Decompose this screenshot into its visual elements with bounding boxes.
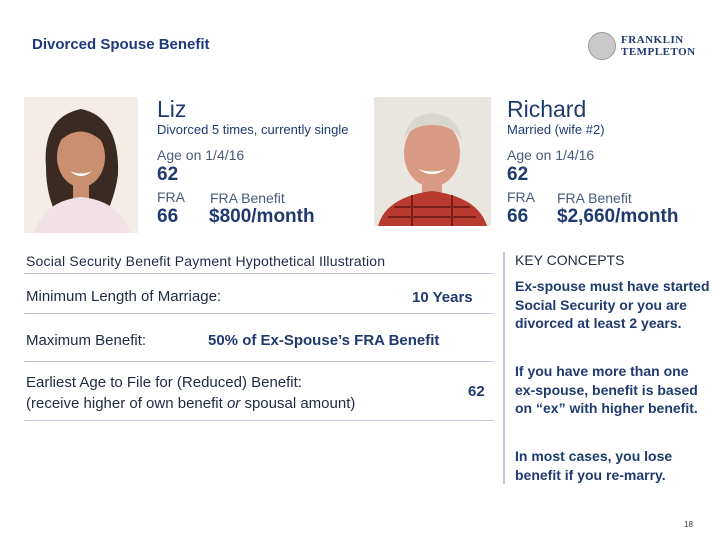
- richard-age-label: Age on 1/4/16: [507, 147, 595, 163]
- divider: [24, 313, 494, 314]
- richard-age: 62: [507, 164, 529, 185]
- key-concept-item: If you have more than one ex-spouse, benefit is based on “ex” with higher benefit.: [515, 363, 698, 416]
- franklin-templeton-logo: [588, 30, 700, 62]
- liz-benefit: $800/month: [209, 206, 315, 227]
- liz-name: Liz: [157, 96, 187, 122]
- richard-name: Richard: [507, 96, 587, 122]
- logo-line-2: TEMPLETON: [621, 46, 696, 58]
- richard-fra-label: FRA: [507, 189, 535, 205]
- key-concept-item: Ex-spouse must have started Social Security or you are divorced at least 2 years.: [515, 278, 710, 331]
- max-benefit-value: 50% of Ex-Spouse’s FRA Benefit: [208, 332, 440, 349]
- liz-status: Divorced 5 times, currently single: [157, 122, 349, 137]
- earliest-age-value: 62: [468, 383, 485, 400]
- richard-photo: [374, 97, 491, 226]
- earliest-age-label: Earliest Age to File for (Reduced) Benefit:: [26, 374, 302, 391]
- min-marriage-value: 10 Years: [412, 289, 473, 306]
- max-benefit-label: Maximum Benefit:: [26, 332, 147, 349]
- key-concept-item: In most cases, you lose benefit if you re-marry.: [515, 448, 673, 483]
- richard-fra: 66: [507, 206, 529, 227]
- min-marriage-label: Minimum Length of Marriage:: [26, 288, 222, 305]
- divider: [24, 420, 494, 421]
- divider: [24, 273, 494, 274]
- liz-benefit-label: FRA Benefit: [210, 190, 285, 206]
- liz-age: 62: [157, 164, 179, 185]
- key-concepts-heading: KEY CONCEPTS: [515, 252, 625, 268]
- logo-line-1: FRANKLIN: [621, 34, 684, 46]
- page-number: 18: [684, 520, 693, 529]
- liz-fra-label: FRA: [157, 189, 185, 205]
- illustration-heading: Social Security Benefit Payment Hypothetical Illustration: [26, 253, 386, 269]
- divider: [24, 361, 494, 362]
- liz-age-label: Age on 1/4/16: [157, 147, 245, 163]
- richard-benefit-label: FRA Benefit: [557, 190, 632, 206]
- earliest-age-note: (receive higher of own benefit or spousal amount): [26, 395, 356, 412]
- richard-status: Married (wife #2): [507, 122, 605, 137]
- seal-icon: [588, 32, 616, 60]
- column-separator: [503, 252, 505, 484]
- page-title: Divorced Spouse Benefit: [32, 36, 210, 53]
- liz-photo: [24, 97, 138, 233]
- richard-benefit: $2,660/month: [557, 206, 679, 227]
- liz-fra: 66: [157, 206, 179, 227]
